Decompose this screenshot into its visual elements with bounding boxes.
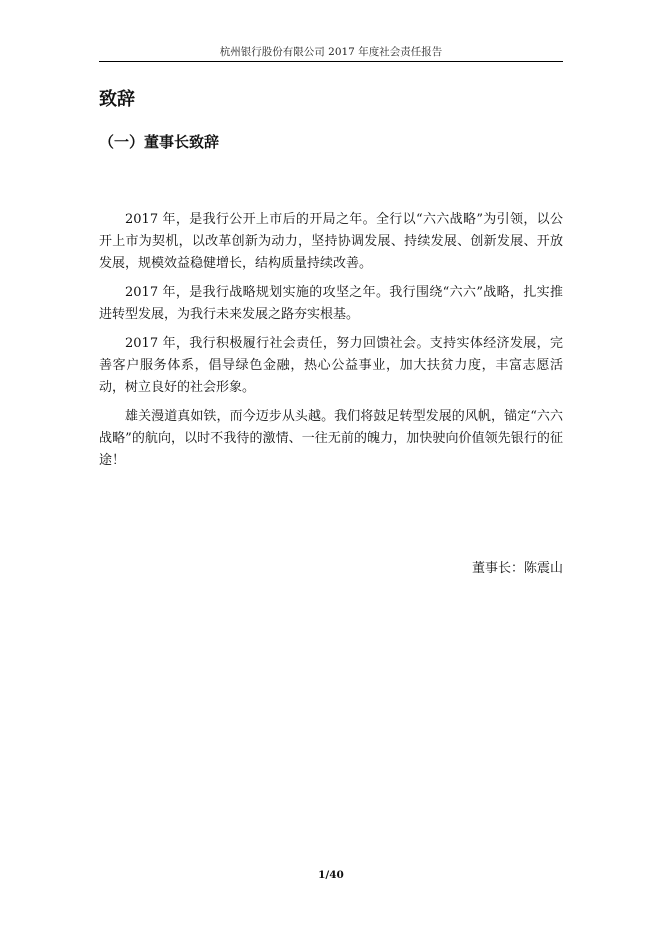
- address-body: [99, 209, 563, 479]
- chairman-address-title: （一）董事长致辞: [99, 133, 220, 151]
- section-title: 致辞: [99, 89, 135, 110]
- page-number: 1/40: [318, 869, 344, 881]
- paragraph: 2017 年，是我行战略规划实施的攻坚之年。我行围绕“六六”战略，扎实推进转型发展，为我行未来发展之路夯实根基。: [99, 285, 563, 322]
- paragraph: 雄关漫道真如铁，而今迈步从头越。我们将鼓足转型发展的风帆，锚定“六六战略”的航向，以时不我待的激情、一往无前的魄力，加快驶向价值领先银行的征途！: [99, 409, 563, 468]
- chairman-signature: 董事长：陈震山: [471, 561, 563, 576]
- report-title: 杭州银行股份有限公司 2017 年度社会责任报告: [219, 46, 443, 58]
- paragraph: 2017 年，我行积极履行社会责任，努力回馈社会。支持实体经济发展，完善客户服务体系，倡导绿色金融，热心公益事业，加大扶贫力度，丰富志愿活动，树立良好的社会形象。: [99, 336, 563, 395]
- page-header: [99, 44, 563, 62]
- paragraph: 2017 年，是我行公开上市后的开局之年。全行以“六六战略”为引领，以公开上市为契机，以改革创新为动力，坚持协调发展、持续发展、创新发展、开放发展，规模效益稳健增长，结构质量持续改善。: [99, 212, 563, 271]
